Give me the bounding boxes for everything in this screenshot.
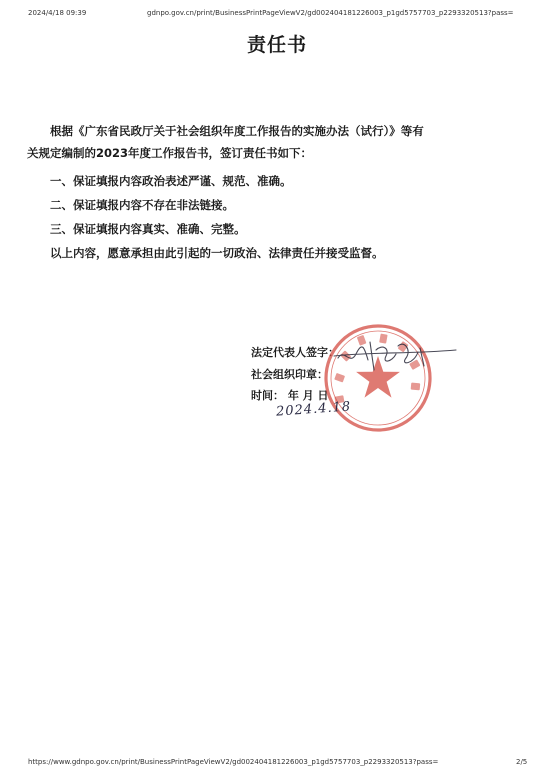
intro-paragraph bbox=[27, 120, 532, 164]
conclusion-line: 以上内容，愿意承担由此引起的一切政治、法律责任并接受监督。 bbox=[50, 246, 384, 260]
intro-line-2: 关规定编制的2023年度工作报告书，签订责任书如下： bbox=[27, 146, 313, 160]
organization-seal-label: 社会组织印章： bbox=[251, 368, 328, 381]
intro-line-1: 根据《广东省民政厅关于社会组织年度工作报告的实施办法（试行）》等有 bbox=[50, 124, 424, 138]
handwritten-signature-icon bbox=[330, 336, 460, 376]
date-label: 时间： 年 月 日 bbox=[251, 389, 329, 402]
page-number: 2/5 bbox=[516, 758, 528, 766]
commitment-item-3: 三、保证填报内容真实、准确、完整。 bbox=[50, 222, 246, 236]
commitment-item-2: 二、保证填报内容不存在非法链接。 bbox=[50, 198, 234, 212]
print-timestamp: 2024/4/18 09:39 bbox=[28, 9, 87, 17]
print-footer-url: https://www.gdnpo.gov.cn/print/BusinessPrintPageViewV2/gd002404181226003_p1gd5757703_p2293320513?pass= bbox=[28, 758, 439, 766]
document-title: 责任书 bbox=[246, 34, 307, 56]
handwritten-date: 2024.4.18 bbox=[275, 399, 352, 420]
legal-rep-signature-label: 法定代表人签字： bbox=[251, 346, 339, 359]
print-header-url: gdnpo.gov.cn/print/BusinessPrintPageViewV2/gd002404181226003_p1gd5757703_p2293320513?pass= bbox=[147, 9, 514, 17]
commitment-item-1: 一、保证填报内容政治表述严谨、规范、准确。 bbox=[50, 174, 292, 188]
